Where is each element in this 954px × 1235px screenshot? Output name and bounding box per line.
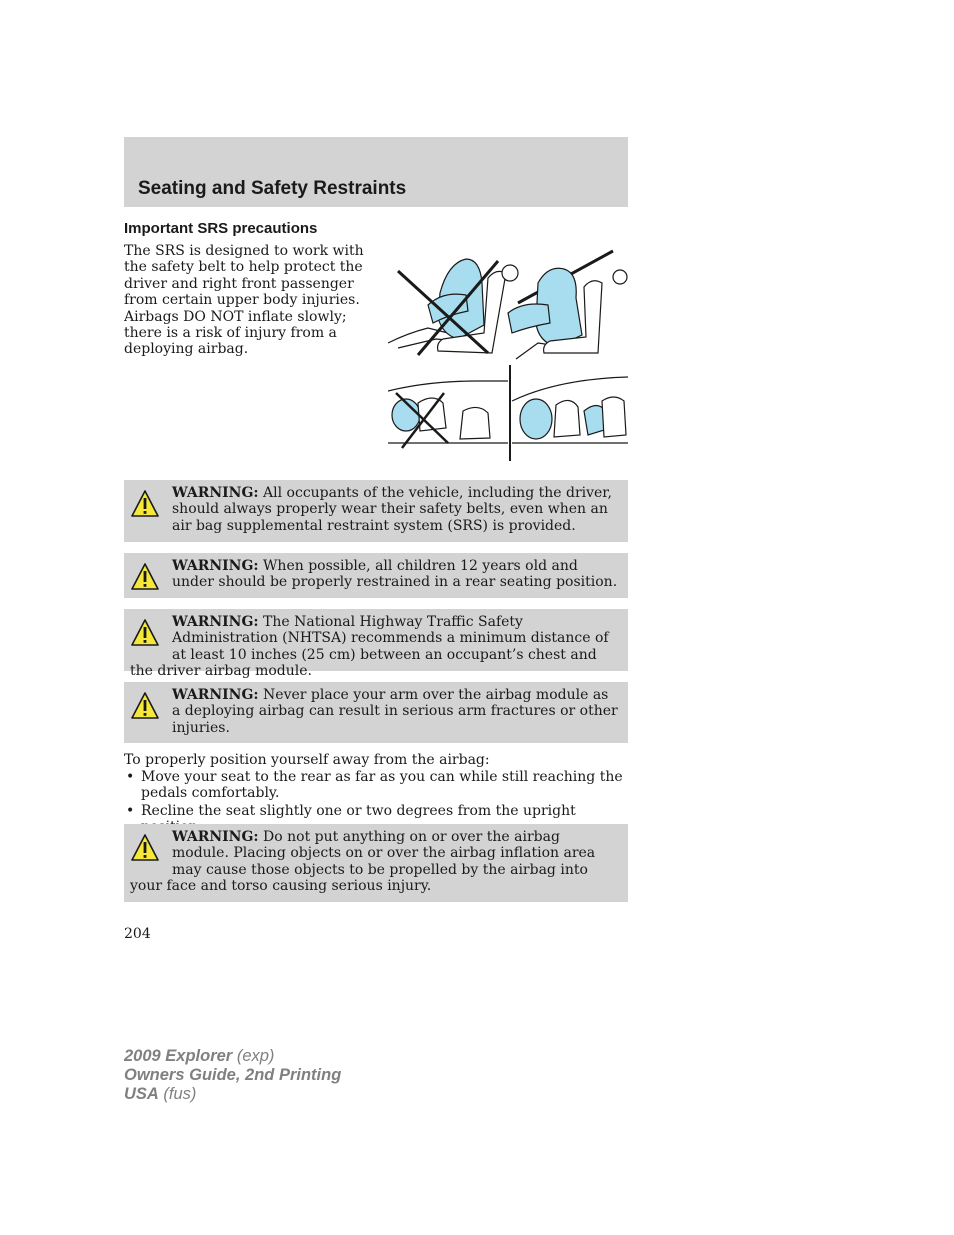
list-item	[124, 769, 628, 802]
warning-label: WARNING:	[172, 485, 259, 501]
occupant-correct-position-icon	[508, 251, 627, 359]
footer-line-2	[124, 1066, 341, 1085]
airbag-position-illustration	[388, 243, 628, 461]
footer-model-code: (exp)	[232, 1047, 275, 1065]
document-footer	[124, 1047, 341, 1104]
child-seat-rear-correct-icon	[512, 377, 628, 443]
warning-box	[124, 682, 628, 743]
warning-triangle-icon	[130, 489, 160, 519]
warning-text: All occupants of the vehicle, including the driver, should always properly wear their safety belts, even when an air bag supplemental restraint system (SRS) is provided.	[172, 485, 612, 534]
occupant-too-close-crossed-icon	[388, 259, 518, 355]
bullet-marker: •	[126, 803, 135, 819]
footer-line-1	[124, 1047, 341, 1066]
position-intro: To properly position yourself away from the airbag:	[124, 752, 490, 768]
footer-line-3	[124, 1085, 341, 1104]
warning-label: WARNING:	[172, 829, 259, 845]
bullet-marker: •	[126, 769, 135, 785]
warning-triangle-icon	[130, 691, 160, 721]
warning-triangle-icon	[130, 562, 160, 592]
warning-text: Do not put anything on or over the airbag module. Placing objects on or over the airbag inflation area may cause those objects to be propelled by the airbag into your face and torso causing serious injury.	[130, 829, 596, 895]
footer-guide: Owners Guide, 2nd Printing	[124, 1066, 342, 1084]
warning-box	[124, 824, 628, 902]
page-title: Seating and Safety Restraints	[138, 178, 407, 199]
footer-market: USA	[124, 1085, 159, 1103]
child-seat-front-crossed-icon	[388, 381, 508, 448]
footer-model: 2009 Explorer	[124, 1047, 233, 1065]
warning-label: WARNING:	[172, 614, 259, 630]
warning-text: Never place your arm over the airbag module as a deploying airbag can result in serious arm fractures or other injuries.	[172, 687, 618, 736]
section-title: Important SRS precautions	[124, 220, 318, 237]
warning-box	[124, 480, 628, 542]
footer-market-code: (fus)	[158, 1085, 197, 1103]
warning-triangle-icon	[130, 833, 160, 863]
warning-label: WARNING:	[172, 558, 259, 574]
warning-box	[124, 553, 628, 598]
warning-box	[124, 609, 628, 680]
warning-text: When possible, all children 12 years old and under should be properly restrained in a rear seating position.	[172, 558, 618, 591]
intro-paragraph: The SRS is designed to work with the safety belt to help protect the driver and right front passenger from certain upper body injuries. Airbags DO NOT inflate slowly; there is a risk of injury from a deploying airbag.	[124, 243, 364, 358]
page-number: 204	[124, 926, 151, 942]
list-item-text: Move your seat to the rear as far as you can while still reaching the pedals comfortably.	[141, 769, 623, 802]
list-item-text: Recline the seat slightly one or two degrees from the upright	[141, 803, 576, 819]
warning-triangle-icon	[130, 618, 160, 648]
warning-label: WARNING:	[172, 687, 259, 703]
warning-text: The National Highway Traffic Safety Administration (NHTSA) recommends a minimum distance of at least 10 inches (25 cm) between an occupant’s chest and the driver airbag module.	[130, 614, 609, 680]
